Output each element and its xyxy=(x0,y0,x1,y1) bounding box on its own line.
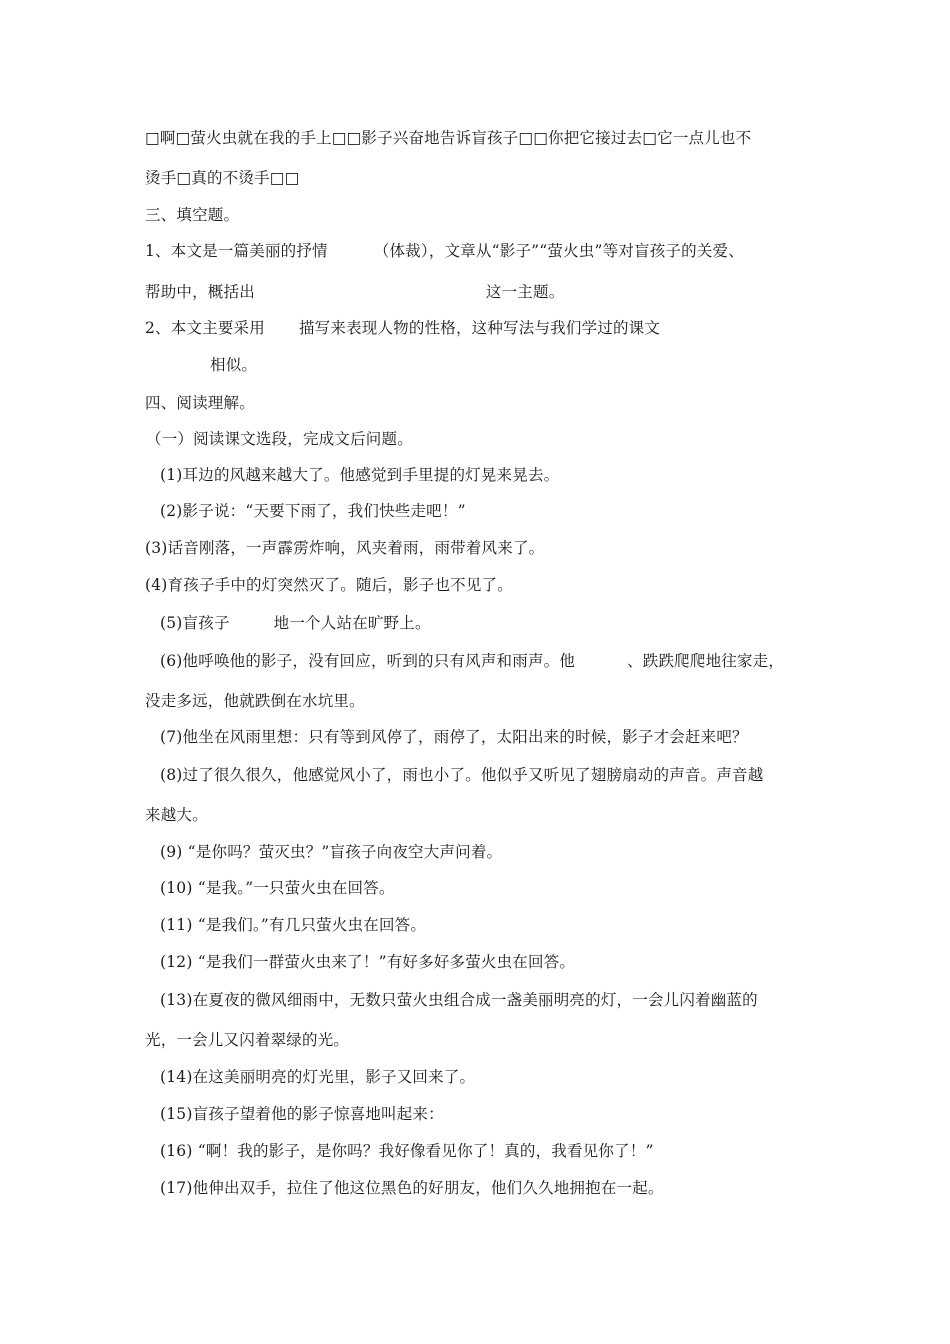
paragraph: (12) “是我们一群萤火虫来了！”有好多好多萤火虫在回答。 xyxy=(160,953,576,971)
question-text: 1、本文是一篇美丽的抒情 xyxy=(145,242,328,260)
question-1 xyxy=(145,241,744,261)
question-2 xyxy=(145,318,660,338)
paragraph xyxy=(160,613,431,633)
question-text: （体裁），文章从“影子”“萤火虫”等对盲孩子的关爱、 xyxy=(373,242,744,260)
question-text: 2、本文主要采用 xyxy=(145,319,265,337)
paragraph-text: 、跌跌爬爬地往家走， xyxy=(627,652,785,670)
paragraph: (11) “是我们。”有几只萤火虫在回答。 xyxy=(160,916,427,934)
paragraph: (10) “是我。”一只萤火虫在回答。 xyxy=(160,879,395,897)
paragraph: (8)过了很久很久，他感觉风小了，雨也小了。他似乎又听见了翅膀扇动的声音。声音越 xyxy=(160,766,764,784)
text-line: 烫手□真的不烫手□□ xyxy=(145,169,300,187)
text-line: □啊□萤火虫就在我的手上□□影子兴奋地告诉盲孩子□□你把它接过去□它一点儿也不 xyxy=(145,129,752,147)
paragraph: (16) “啊！我的影子，是你吗？我好像看见你了！真的，我看见你了！” xyxy=(160,1142,654,1160)
section-heading: 三、填空题。 xyxy=(145,206,240,224)
paragraph: (17)他伸出双手，拉住了他这位黑色的好朋友，他们久久地拥抱在一起。 xyxy=(160,1179,664,1197)
subsection-heading: （一）阅读课文选段，完成文后问题。 xyxy=(146,430,413,448)
paragraph: (14)在这美丽明亮的灯光里，影子又回来了。 xyxy=(160,1068,476,1086)
question-2-cont: 相似。 xyxy=(210,356,258,374)
question-text: 描写来表现人物的性格，这种写法与我们学过的课文 xyxy=(298,319,661,337)
paragraph: 没走多远，他就跌倒在水坑里。 xyxy=(145,692,365,710)
paragraph: (3)话音刚落，一声霹雳炸响，风夹着雨，雨带着风来了。 xyxy=(145,539,545,557)
question-text: 帮助中，概括出 xyxy=(145,283,255,301)
paragraph: (15)盲孩子望着他的影子惊喜地叫起来： xyxy=(160,1105,444,1123)
paragraph: 光，一会儿又闪着翠绿的光。 xyxy=(145,1031,350,1049)
paragraph: (1)耳边的风越来越大了。他感觉到手里提的灯晃来晃去。 xyxy=(160,466,560,484)
paragraph: (2)影子说：“天要下雨了，我们快些走吧！” xyxy=(160,502,466,520)
paragraph: (13)在夏夜的微风细雨中，无数只萤火虫组合成一盏美丽明亮的灯，一会儿闪着幽蓝的 xyxy=(160,991,758,1009)
paragraph: (9) “是你吗？萤灭虫？”盲孩子向夜空大声问着。 xyxy=(160,843,503,861)
question-1-cont xyxy=(145,282,564,302)
paragraph xyxy=(160,651,784,671)
paragraph: 来越大。 xyxy=(145,806,208,824)
paragraph-text: (5)盲孩子 xyxy=(160,614,230,632)
question-text: 这一主题。 xyxy=(485,283,565,301)
paragraph-text: (6)他呼唤他的影子，没有回应，听到的只有风声和雨声。他 xyxy=(160,652,576,670)
section-heading: 四、阅读理解。 xyxy=(145,394,255,412)
paragraph: (4)育孩子手中的灯突然灭了。随后，影子也不见了。 xyxy=(145,576,513,594)
paragraph-text: 地一个人站在旷野上。 xyxy=(273,614,431,632)
paragraph: (7)他坐在风雨里想：只有等到风停了，雨停了，太阳出来的时候，影子才会赶来吧？ xyxy=(160,728,748,746)
